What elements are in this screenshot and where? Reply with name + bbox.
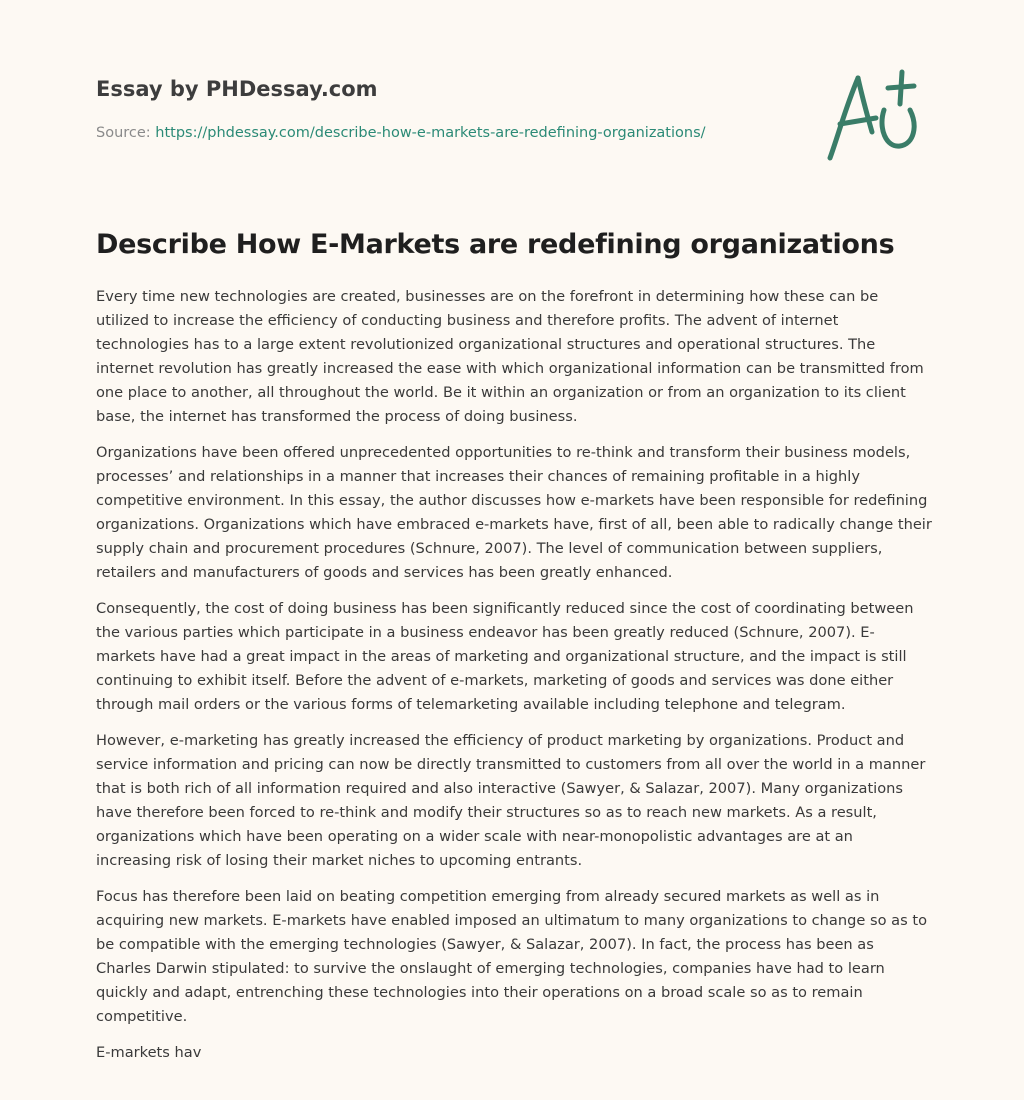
source-line [96, 124, 796, 142]
essay-paragraph: Every time new technologies are created, businesses are on the forefront in determining how these can be utilized to increase the efficiency of conducting business and therefore profits. The advent of internet technologies has to a large extent revolutionized organizational structures and operational structures. The internet revolution has greatly increased the ease with which organizational information can be transmitted from one place to another, all throughout the world. Be it within an organization or from an organization to its client base, the internet has transformed the process of doing business. [96, 288, 924, 425]
essay-paragraph: Focus has therefore been laid on beating competition emerging from already secured markets as well as in acquiring new markets. E-markets have enabled imposed an ultimatum to many organizations to change so as to be compatible with the emerging technologies (Sawyer, & Salazar, 2007). In fact, the process has been as Charles Darwin stipulated: to survive the onslaught of emerging technologies, companies have had to learn quickly and adapt, entrenching these technologies into their operations on a broad scale so as to remain competitive. [96, 888, 927, 1025]
essay-body [96, 285, 932, 1077]
essay-paragraph: However, e-marketing has greatly increased the efficiency of product marketing by organizations. Product and service information and pricing can now be directly transmitted to customers from all over the world in a manner that is both rich of all information required and also interactive (Sawyer, & Salazar, 2007). Many organizations have therefore been forced to re-think and modify their structures so as to reach new markets. As a result, organizations which have been operating on a wider scale with near-monopolistic advantages are at an increasing risk of losing their market niches to upcoming entrants. [96, 732, 926, 869]
essay-paragraph: Consequently, the cost of doing business has been significantly reduced since the cost of coordinating between the various parties which participate in a business endeavor has been greatly reduced (Schnure, 2007). E-markets have had a great impact in the areas of marketing and organizational structure, and the impact is still continuing to exhibit itself. Before the advent of e-markets, marketing of goods and services was done either through mail orders or the various forms of telemarketing available including telephone and telegram. [96, 600, 914, 713]
essay-paragraph-truncated: E-markets hav [96, 1044, 202, 1061]
brand-title: Essay by PHDessay.com [96, 77, 378, 101]
essay-title: Describe How E-Markets are redefining organizations [96, 229, 895, 260]
essay-paragraph: Organizations have been offered unprecedented opportunities to re-think and transform their business models, processes’ and relationships in a manner that increases their chances of remaining profitable in a highly competitive environment. In this essay, the author discusses how e-markets have been responsible for redefining organizations. Organizations which have embraced e-markets have, first of all, been able to radically change their supply chain and procurement procedures (Schnure, 2007). The level of communication between suppliers, retailers and manufacturers of goods and services has been greatly enhanced. [96, 444, 932, 581]
a-plus-logo-icon [818, 66, 930, 170]
source-label: Source: [96, 125, 151, 141]
page-header [96, 74, 796, 142]
source-link[interactable]: https://phdessay.com/describe-how-e-markets-are-redefining-organizations/ [155, 125, 706, 141]
